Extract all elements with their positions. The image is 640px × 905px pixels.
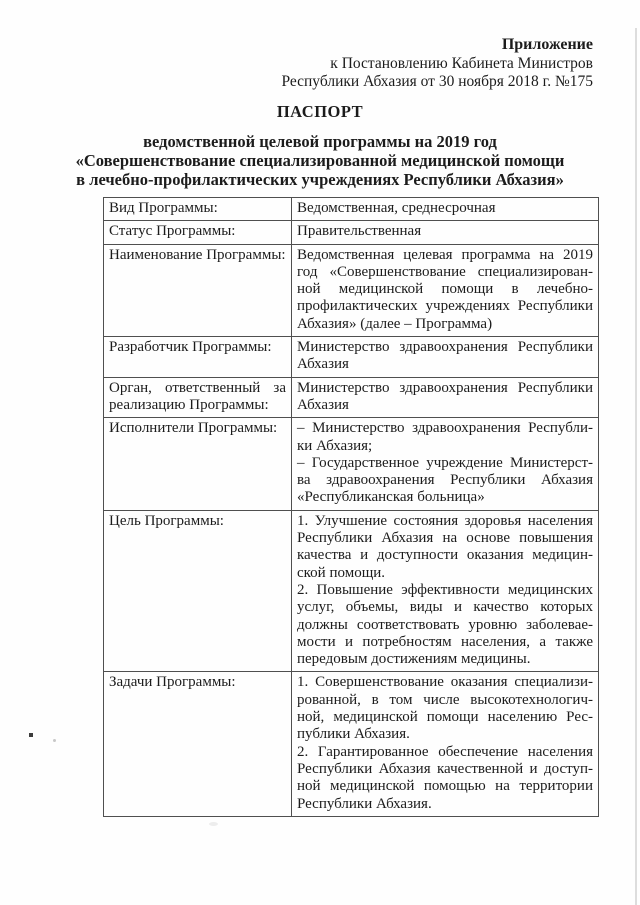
text-line: публики Абхазия. [297, 726, 410, 743]
text-line: Вид Программы: [109, 200, 218, 216]
text-line: – Министерство здравоохранения Республи- [297, 420, 593, 437]
text-line: качества и доступности оказания медицин- [297, 547, 593, 564]
annex-line-2: к Постановлению Кабинета Министров [330, 54, 593, 72]
text-line: ва здравоохранения Республики Абхазия [297, 472, 593, 489]
row-value-cell [292, 198, 599, 221]
text-line: Задачи Программы: [109, 674, 236, 691]
text-line: Разработчик Программы: [109, 339, 272, 356]
table-row [104, 244, 599, 336]
annex-header [281, 36, 593, 92]
scan-smudge-artifact [209, 822, 218, 826]
text-line: – Государственное учреждение Министерст- [297, 454, 593, 471]
text-line: рованной, в том числе высокотехнологич- [297, 691, 593, 708]
text-line: 2. Гарантированное обеспечение населения [297, 743, 593, 760]
table-row [104, 377, 599, 418]
row-label-cell [104, 337, 292, 378]
document-title [30, 102, 610, 189]
text-line: должны соответствовать уровню заболевае- [297, 616, 593, 633]
text-line: Статус Программы: [109, 223, 236, 240]
text-line: 1. Совершенствование оказания специализи- [297, 674, 593, 691]
row-value-cell [292, 244, 599, 336]
table-row [104, 198, 599, 221]
row-value-cell [292, 510, 599, 672]
text-line: ной медицинской помощью на территории [297, 778, 593, 795]
text-line: «Республиканская больница» [297, 489, 485, 506]
row-label-cell [104, 672, 292, 816]
row-value-cell [292, 377, 599, 418]
text-line: Орган, ответственный за [109, 379, 286, 396]
text-line: Ведомственная, среднесрочная [297, 200, 496, 216]
text-line: Цель Программы: [109, 512, 224, 529]
title-subtitle-3: в лечебно-профилактических учреждениях Республики Абхазия» [76, 170, 564, 189]
text-line: услуг, объемы, виды и качество которых [297, 599, 593, 616]
text-line: Республики Абхазия на основе повышения [297, 530, 593, 547]
text-line: Абхазия» (далее – Программа) [297, 315, 493, 332]
text-line: Министерство здравоохранения Республики [297, 339, 593, 356]
text-line: Правительственная [297, 223, 422, 240]
text-line: Республики Абхазия качественной и доступ- [297, 760, 593, 777]
text-line: Абхазия [297, 396, 349, 413]
text-line: профилактических учреждениях Республики [297, 298, 593, 315]
text-line: ки Абхазия; [297, 437, 373, 454]
text-line: реализацию Программы: [109, 396, 269, 413]
annex-line-1: Приложение [501, 36, 593, 53]
row-value-cell [292, 418, 599, 510]
table-row [104, 418, 599, 510]
text-line: ной, медицинской помощи населению Рес- [297, 709, 593, 726]
text-line: Исполнители Программы: [109, 420, 278, 437]
text-line: Республики Абхазия. [297, 795, 432, 812]
row-label-cell [104, 198, 292, 221]
row-label-cell [104, 418, 292, 510]
text-line: 2. Повышение эффективности медицинских [297, 581, 593, 598]
passport-table [103, 197, 599, 817]
text-line: ской помощи. [297, 564, 386, 581]
table-row [104, 672, 599, 816]
row-value-cell [292, 221, 599, 244]
scan-edge-artifact [635, 28, 637, 905]
text-line: передовым достижениям медицины. [297, 651, 531, 668]
title-heading: ПАСПОРТ [276, 102, 364, 121]
row-label-cell [104, 377, 292, 418]
text-line: Министерство здравоохранения Республики [297, 379, 593, 396]
annex-line-3: Республики Абхазия от 30 ноября 2018 г. №175 [281, 73, 593, 90]
text-line: Абхазия [297, 356, 349, 373]
text-line: 1. Улучшение состояния здоровья населения [297, 512, 593, 529]
scan-dot-artifact [53, 739, 56, 742]
table-row [104, 510, 599, 672]
table-row [104, 221, 599, 244]
row-label-cell [104, 510, 292, 672]
table-row [104, 337, 599, 378]
row-label-cell [104, 221, 292, 244]
text-line: мости и потребностям населения, а также [297, 633, 593, 650]
row-value-cell [292, 337, 599, 378]
title-subtitle-1: ведомственной целевой программы на 2019 год [143, 132, 497, 151]
text-line: Наименование Программы: [109, 246, 286, 263]
text-line: ной медицинской помощи в лечебно- [297, 281, 593, 298]
row-label-cell [104, 244, 292, 336]
scan-dot-artifact [29, 733, 33, 737]
title-subtitle-2: «Совершенствование специализированной медицинской помощи [75, 151, 565, 170]
text-line: Ведомственная целевая программа на 2019 [297, 246, 593, 263]
row-value-cell [292, 672, 599, 816]
text-line: год «Совершенствование специализирован- [297, 263, 593, 280]
